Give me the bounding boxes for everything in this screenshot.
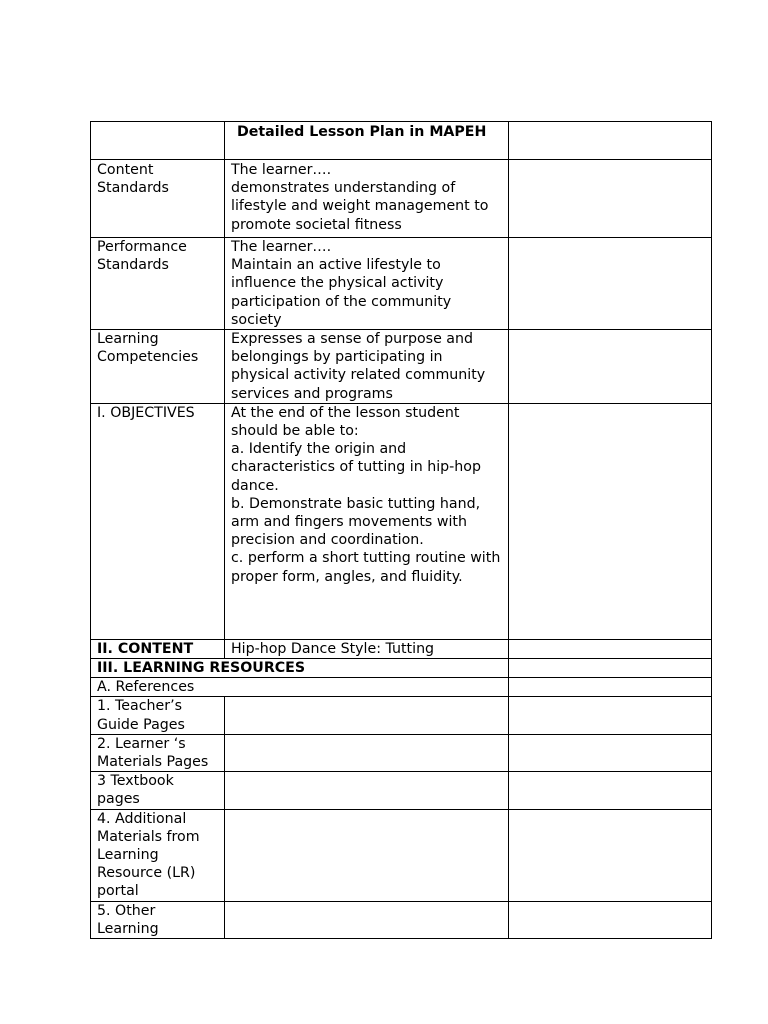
teachers-guide-value — [225, 697, 509, 734]
content-standards-label: Content Standards — [91, 160, 225, 238]
performance-standards-row — [91, 238, 712, 330]
performance-standards-value: The learner…. Maintain an active lifestyle to influence the physical activity participation of the community society — [225, 238, 509, 330]
textbook-value — [225, 772, 509, 809]
teachers-guide-label: 1. Teacher’s Guide Pages — [91, 697, 225, 734]
learning-competencies-value: Expresses a sense of purpose and belongings by participating in physical activity related community services and programs — [225, 330, 509, 404]
content-notes-cell — [509, 639, 712, 658]
content-standards-row — [91, 160, 712, 238]
title-row — [91, 122, 712, 160]
document-title: Detailed Lesson Plan in MAPEH — [225, 122, 509, 160]
learners-materials-value — [225, 734, 509, 771]
lesson-plan-table — [90, 121, 712, 939]
additional-materials-value — [225, 809, 509, 901]
content-row — [91, 639, 712, 658]
title-notes-cell — [509, 122, 712, 160]
learning-resources-row — [91, 659, 712, 678]
teachers-guide-notes-cell — [509, 697, 712, 734]
other-learning-value — [225, 901, 509, 938]
learning-resources-notes-cell — [509, 659, 712, 678]
title-label-cell — [91, 122, 225, 160]
objectives-label: I. OBJECTIVES — [91, 403, 225, 639]
textbook-label: 3 Textbook pages — [91, 772, 225, 809]
references-label: A. References — [91, 678, 509, 697]
objectives-row — [91, 403, 712, 639]
other-learning-row — [91, 901, 712, 938]
references-notes-cell — [509, 678, 712, 697]
learning-competencies-notes-cell — [509, 330, 712, 404]
textbook-notes-cell — [509, 772, 712, 809]
learners-materials-label: 2. Learner ‘s Materials Pages — [91, 734, 225, 771]
content-standards-value: The learner…. demonstrates understanding of lifestyle and weight management to promote societal fitness — [225, 160, 509, 238]
other-learning-notes-cell — [509, 901, 712, 938]
learners-materials-row — [91, 734, 712, 771]
content-standards-notes-cell — [509, 160, 712, 238]
learning-competencies-row — [91, 330, 712, 404]
learning-competencies-label: Learning Competencies — [91, 330, 225, 404]
other-learning-label: 5. Other Learning — [91, 901, 225, 938]
references-row — [91, 678, 712, 697]
additional-materials-label: 4. Additional Materials from Learning Resource (LR) portal — [91, 809, 225, 901]
content-label: II. CONTENT — [91, 639, 225, 658]
learners-materials-notes-cell — [509, 734, 712, 771]
performance-standards-label: Performance Standards — [91, 238, 225, 330]
objectives-notes-cell — [509, 403, 712, 639]
learning-resources-heading: III. LEARNING RESOURCES — [91, 659, 509, 678]
performance-standards-notes-cell — [509, 238, 712, 330]
textbook-row — [91, 772, 712, 809]
teachers-guide-row — [91, 697, 712, 734]
objectives-value: At the end of the lesson student should be able to: a. Identify the origin and characteristics of tutting in hip-hop dance. b. Demonstrate basic tutting hand, arm and fingers movements with precision and coordination. c. perform a short tutting routine with proper form, angles, and fluidity. — [225, 403, 509, 639]
content-value: Hip-hop Dance Style: Tutting — [225, 639, 509, 658]
additional-materials-notes-cell — [509, 809, 712, 901]
additional-materials-row — [91, 809, 712, 901]
